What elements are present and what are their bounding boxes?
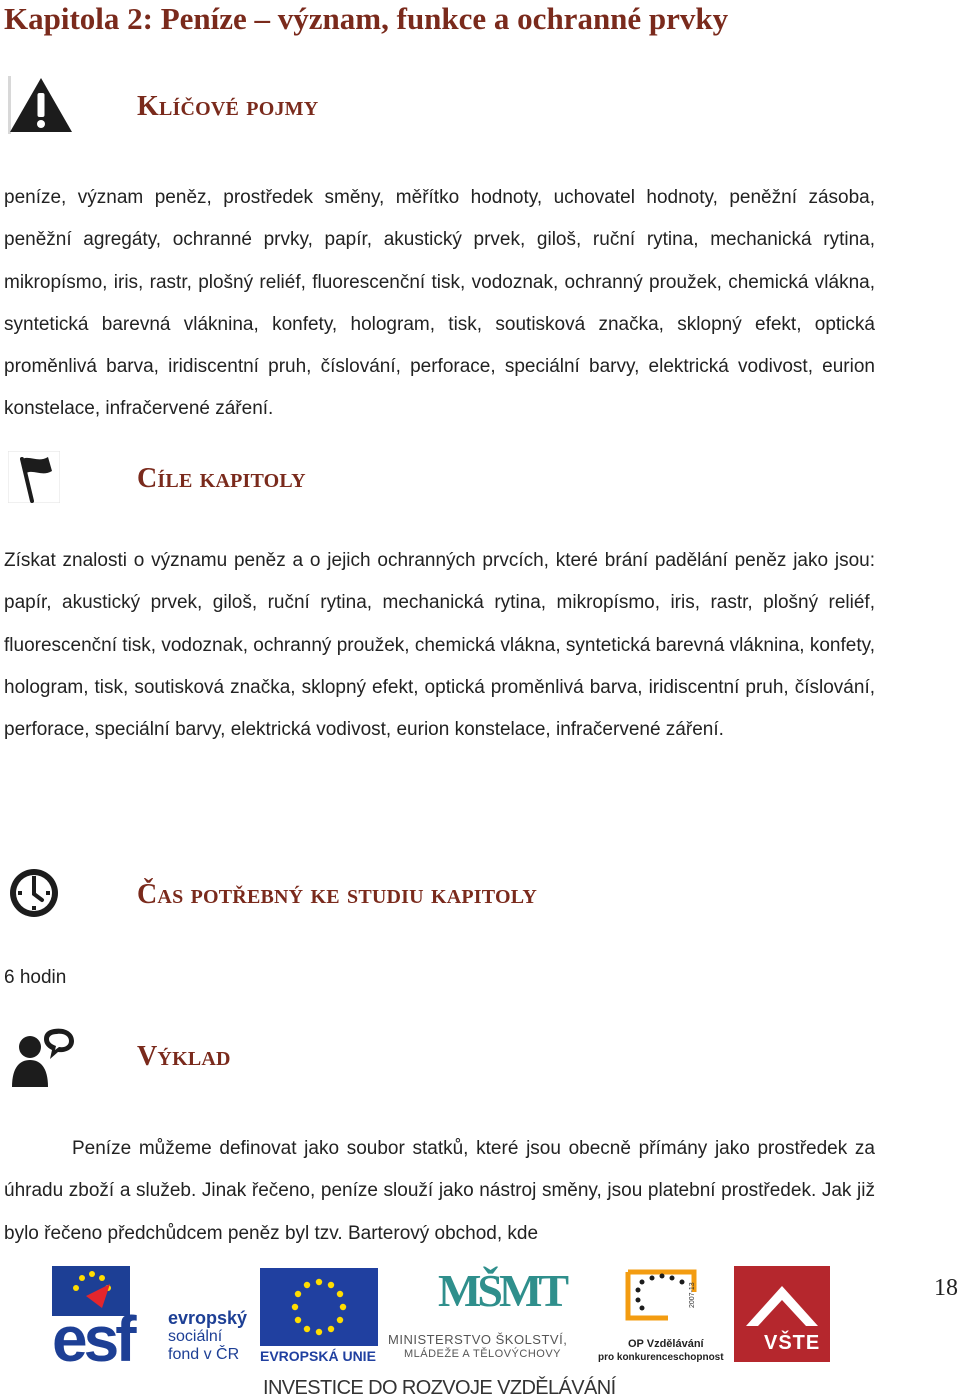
eu-label: EVROPSKÁ UNIE <box>260 1348 376 1364</box>
op-mark-icon <box>598 1268 728 1338</box>
footer-slogan: INVESTICE DO ROZVOJE VZDĚLÁVÁNÍ <box>263 1377 616 1399</box>
keywords-heading: Klíčové pojmy <box>137 91 319 122</box>
svg-text:2007-13: 2007-13 <box>689 1282 696 1308</box>
time-heading: Čas potřebný ke studiu kapitoly <box>137 879 538 910</box>
clock-icon <box>8 867 60 919</box>
eu-logo <box>260 1268 378 1364</box>
esf-label-3: fond v ČR <box>168 1346 240 1363</box>
op-label-2: pro konkurenceschopnost <box>598 1352 724 1363</box>
op-label-1: OP Vzdělávání <box>628 1338 704 1350</box>
op-logo <box>598 1268 728 1364</box>
flag-icon <box>8 451 60 503</box>
goals-heading: Cíle kapitoly <box>137 463 306 494</box>
keywords-text: peníze, význam peněz, prostředek směny, měřítko hodnoty, uchovatel hodnoty, peněžní zásoba, peněžní agregáty, ochranné prvky, papír, akustický prvek, giloš, ruční rytina, mechanická rytina, mikropísmo, iris, rastr, plošný reliéf, fluorescenční tisk, vodoznak, ochranný proužek, chemická vlákna, syntetická barevná vláknina, konfety, hologram, tisk, soutisková značka, sklopný efekt, optická proměnlivá barva, iridiscentní pruh, číslování, perforace, speciální barvy, elektrická vodivost, eurion konstelace, infračervené záření. <box>4 187 875 420</box>
page-number: 18 <box>934 1275 958 1301</box>
warning-icon <box>8 76 74 134</box>
lecture-text: Peníze můžeme definovat jako soubor statků, které jsou obecně přímány jako prostředek za úhradu zboží a služeb. Jinak řečeno, peníze slouží jako nástroj směny, jsou platební prostředek. Jak již bylo řečeno předchůdcem peněz byl tzv. Barterový obchod, kde <box>4 1138 875 1244</box>
goals-text: Získat znalosti o významu peněz a o jejich ochranných prvcích, které brání padělání peněz jako jsou: papír, akustický prvek, giloš, ruční rytina, mechanická rytina, mikropísmo, iris, rastr, plošný reliéf, fluorescenční tisk, vodoznak, ochranný proužek, chemická vlákna, syntetická barevná vláknina, konfety, hologram, tisk, soutisková značka, sklopný efekt, optická proměnlivá barva, iridiscentní pruh, číslování, perforace, speciální barvy, elektrická vodivost, eurion konstelace, infračervené záření. <box>4 550 875 741</box>
study-hours: 6 hodin <box>4 967 67 988</box>
eu-flag-icon <box>260 1268 378 1346</box>
svg-text:esf: esf <box>52 1303 133 1364</box>
vste-logo <box>734 1266 830 1362</box>
vste-label: VŠTE <box>764 1332 821 1354</box>
msmt-label-2: MLÁDEŽE A TĚLOVÝCHOVY <box>404 1348 562 1360</box>
esf-label-2: sociální <box>168 1328 223 1345</box>
chapter-title: Kapitola 2: Peníze – význam, funkce a ochranné prvky <box>4 1 729 36</box>
esf-label-1: evropský <box>168 1308 248 1328</box>
esf-logo <box>52 1266 252 1364</box>
msmt-logo <box>388 1264 588 1364</box>
speaker-icon <box>10 1025 76 1087</box>
msmt-mark: MŠMT <box>438 1265 566 1316</box>
msmt-label-1: MINISTERSTVO ŠKOLSTVÍ, <box>388 1332 568 1347</box>
lecture-heading: Výklad <box>137 1041 231 1072</box>
